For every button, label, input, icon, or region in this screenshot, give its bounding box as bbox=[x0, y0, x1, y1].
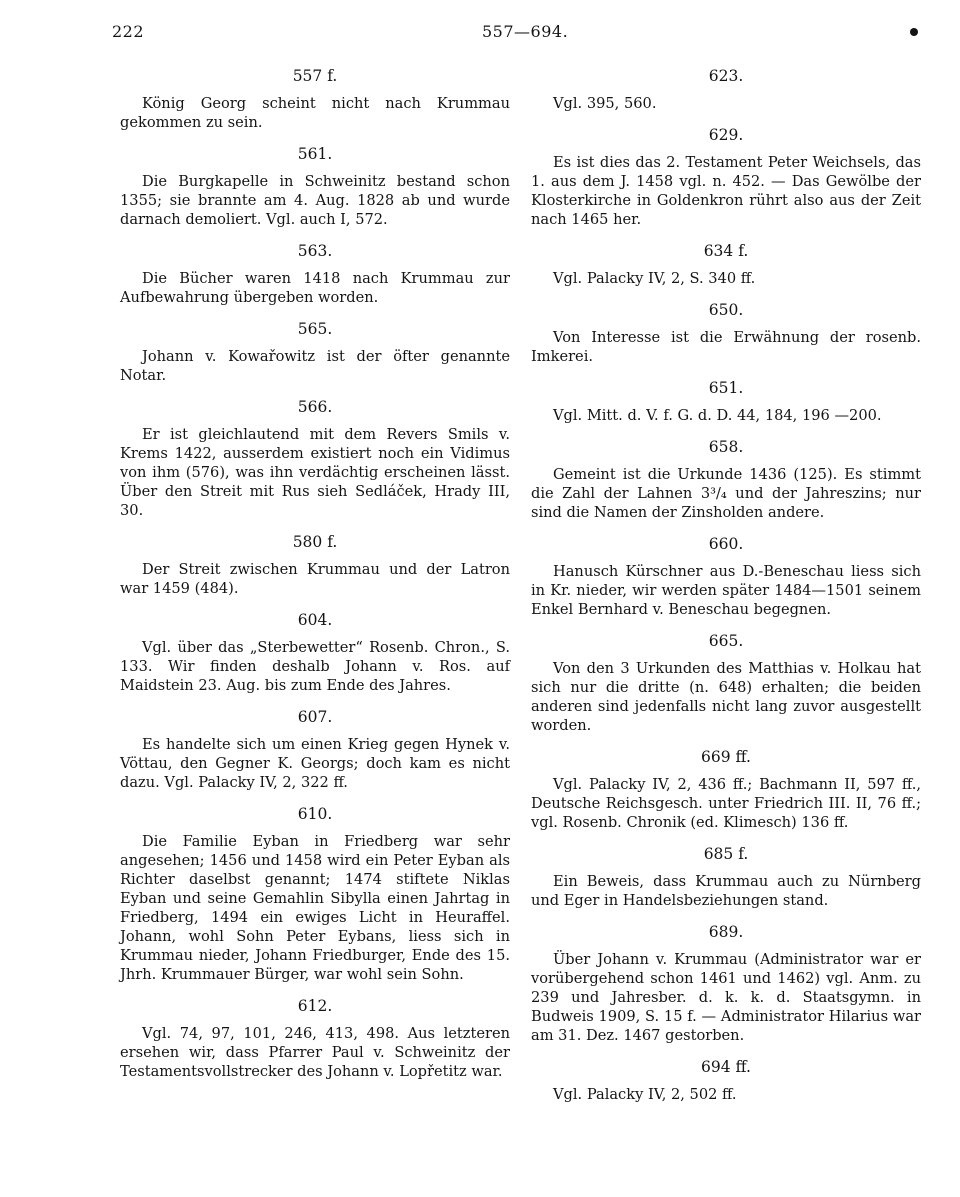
note-number: 565. bbox=[297, 320, 333, 338]
note-number: 563. bbox=[297, 242, 333, 260]
note-number: 604. bbox=[297, 611, 333, 629]
note-entry bbox=[531, 922, 921, 1045]
note-number: 557 f. bbox=[292, 67, 338, 85]
note-text: Er ist gleichlautend mit dem Revers Smils v. Krems 1422, ausserdem existiert noch ein Vidimus von ihm (576), was ihn verdächtig erscheinen lässt. Über den Streit mit Rus sieh Sedláček, Hrady III, 30. bbox=[120, 426, 510, 519]
note-number: 629. bbox=[708, 126, 744, 144]
note-number: 658. bbox=[708, 438, 744, 456]
page-number: 222 bbox=[112, 22, 145, 41]
note-number: 634 f. bbox=[703, 242, 749, 260]
right-column bbox=[531, 66, 921, 1116]
note-text: Vgl. Palacky IV, 2, 502 ff. bbox=[553, 1086, 737, 1103]
note-number: 566. bbox=[297, 398, 333, 416]
note-entry bbox=[531, 747, 921, 832]
note-entry bbox=[531, 534, 921, 619]
note-text: Vgl. 395, 560. bbox=[553, 95, 657, 112]
note-number: 650. bbox=[708, 301, 744, 319]
note-text: Ein Beweis, dass Krummau auch zu Nürnberg und Eger in Handelsbeziehungen stand. bbox=[531, 873, 921, 909]
note-entry bbox=[120, 241, 510, 307]
note-entry bbox=[120, 532, 510, 598]
note-number: 685 f. bbox=[703, 845, 749, 863]
note-number: 561. bbox=[297, 145, 333, 163]
left-column bbox=[120, 66, 510, 1093]
note-number: 651. bbox=[708, 379, 744, 397]
note-number: 610. bbox=[297, 805, 333, 823]
note-text: Vgl. über das „Sterbewetter“ Rosenb. Chron., S. 133. Wir finden deshalb Johann v. Ros. auf Maidstein 23. Aug. bis zum Ende des Jahres. bbox=[120, 639, 510, 694]
note-text: Von Interesse ist die Erwähnung der rosenb. Imkerei. bbox=[531, 329, 921, 365]
note-text: Der Streit zwischen Krummau und der Latron war 1459 (484). bbox=[120, 561, 510, 597]
note-text: Hanusch Kürschner aus D.-Beneschau liess sich in Kr. nieder, wir werden später 1484—1501 seinem Enkel Bernhard v. Beneschau begegnen. bbox=[531, 563, 921, 618]
note-text: König Georg scheint nicht nach Krummau gekommen zu sein. bbox=[120, 95, 510, 131]
note-text: Vgl. Mitt. d. V. f. G. d. D. 44, 184, 196 —200. bbox=[553, 407, 882, 424]
page-header bbox=[112, 22, 920, 46]
note-number: 660. bbox=[708, 535, 744, 553]
note-entry bbox=[120, 996, 510, 1081]
note-entry bbox=[120, 66, 510, 132]
note-number: 669 ff. bbox=[701, 748, 751, 766]
note-text: Vgl. 74, 97, 101, 246, 413, 498. Aus letzteren ersehen wir, dass Pfarrer Paul v. Schweinitz der Testamentsvollstrecker des Johann v. Lopřetitz war. bbox=[120, 1025, 510, 1080]
note-text: Die Familie Eyban in Friedberg war sehr angesehen; 1456 und 1458 wird ein Peter Eyban als Richter daselbst genannt; 1474 stiftete Niklas Eyban und seine Gemahlin Sibylla einen Jahrtag in Friedberg, 1494 ein ewiges Licht in Heuraffel. Johann, wohl Sohn Peter Eybans, liess sich in Krummau nieder, Johann Friedburger, Ende des 15. Jhrh. Krummauer Bürger, war wohl sein Sohn. bbox=[120, 833, 510, 983]
note-entry bbox=[531, 437, 921, 522]
page-range: 557—694. bbox=[482, 22, 569, 41]
note-entry bbox=[120, 707, 510, 792]
note-text: Von den 3 Urkunden des Matthias v. Holkau hat sich nur die dritte (n. 648) erhalten; die beiden anderen sind jedenfalls nicht lang zuvor ausgestellt worden. bbox=[531, 660, 921, 734]
note-entry bbox=[531, 66, 921, 113]
note-text: Die Bücher waren 1418 nach Krummau zur Aufbewahrung übergeben worden. bbox=[120, 270, 510, 306]
note-entry bbox=[531, 241, 921, 288]
note-entry bbox=[120, 804, 510, 984]
note-entry bbox=[120, 610, 510, 695]
note-entry bbox=[531, 125, 921, 229]
note-entry bbox=[120, 144, 510, 229]
note-entry bbox=[531, 378, 921, 425]
note-number: 665. bbox=[708, 632, 744, 650]
note-text: Johann v. Kowařowitz ist der öfter genannte Notar. bbox=[120, 348, 510, 384]
note-number: 623. bbox=[708, 67, 744, 85]
note-number: 689. bbox=[708, 923, 744, 941]
note-text: Vgl. Palacky IV, 2, S. 340 ff. bbox=[553, 270, 756, 287]
note-entry bbox=[120, 319, 510, 385]
note-entry bbox=[120, 397, 510, 520]
note-number: 694 ff. bbox=[701, 1058, 751, 1076]
note-number: 580 f. bbox=[292, 533, 338, 551]
note-text: Gemeint ist die Urkunde 1436 (125). Es stimmt die Zahl der Lahnen 3³/₄ und der Jahreszins; nur sind die Namen der Zinsholden andere. bbox=[531, 466, 921, 521]
ink-dot bbox=[910, 28, 918, 36]
note-text: Über Johann v. Krummau (Administrator war er vorübergehend schon 1461 und 1462) vgl. Anm. zu 239 und Jahresber. d. k. k. d. Staatsgymn. in Budweis 1909, S. 15 f. — Administrator Hilarius war am 31. Dez. 1467 gestorben. bbox=[531, 951, 921, 1044]
note-text: Vgl. Palacky IV, 2, 436 ff.; Bachmann II, 597 ff., Deutsche Reichsgesch. unter Friedrich III. II, 76 ff.; vgl. Rosenb. Chronik (ed. Klimesch) 136 ff. bbox=[531, 776, 921, 831]
note-entry bbox=[531, 1057, 921, 1104]
note-entry bbox=[531, 300, 921, 366]
note-entry bbox=[531, 844, 921, 910]
note-text: Es ist dies das 2. Testament Peter Weichsels, das 1. aus dem J. 1458 vgl. n. 452. — Das Gewölbe der Klosterkirche in Goldenkron rührt also aus der Zeit nach 1465 her. bbox=[531, 154, 921, 228]
note-entry bbox=[531, 631, 921, 735]
note-text: Die Burgkapelle in Schweinitz bestand schon 1355; sie brannte am 4. Aug. 1828 ab und wurde darnach demoliert. Vgl. auch I, 572. bbox=[120, 173, 510, 228]
note-number: 612. bbox=[297, 997, 333, 1015]
note-number: 607. bbox=[297, 708, 333, 726]
note-text: Es handelte sich um einen Krieg gegen Hynek v. Vöttau, den Gegner K. Georgs; doch kam es nicht dazu. Vgl. Palacky IV, 2, 322 ff. bbox=[120, 736, 510, 791]
